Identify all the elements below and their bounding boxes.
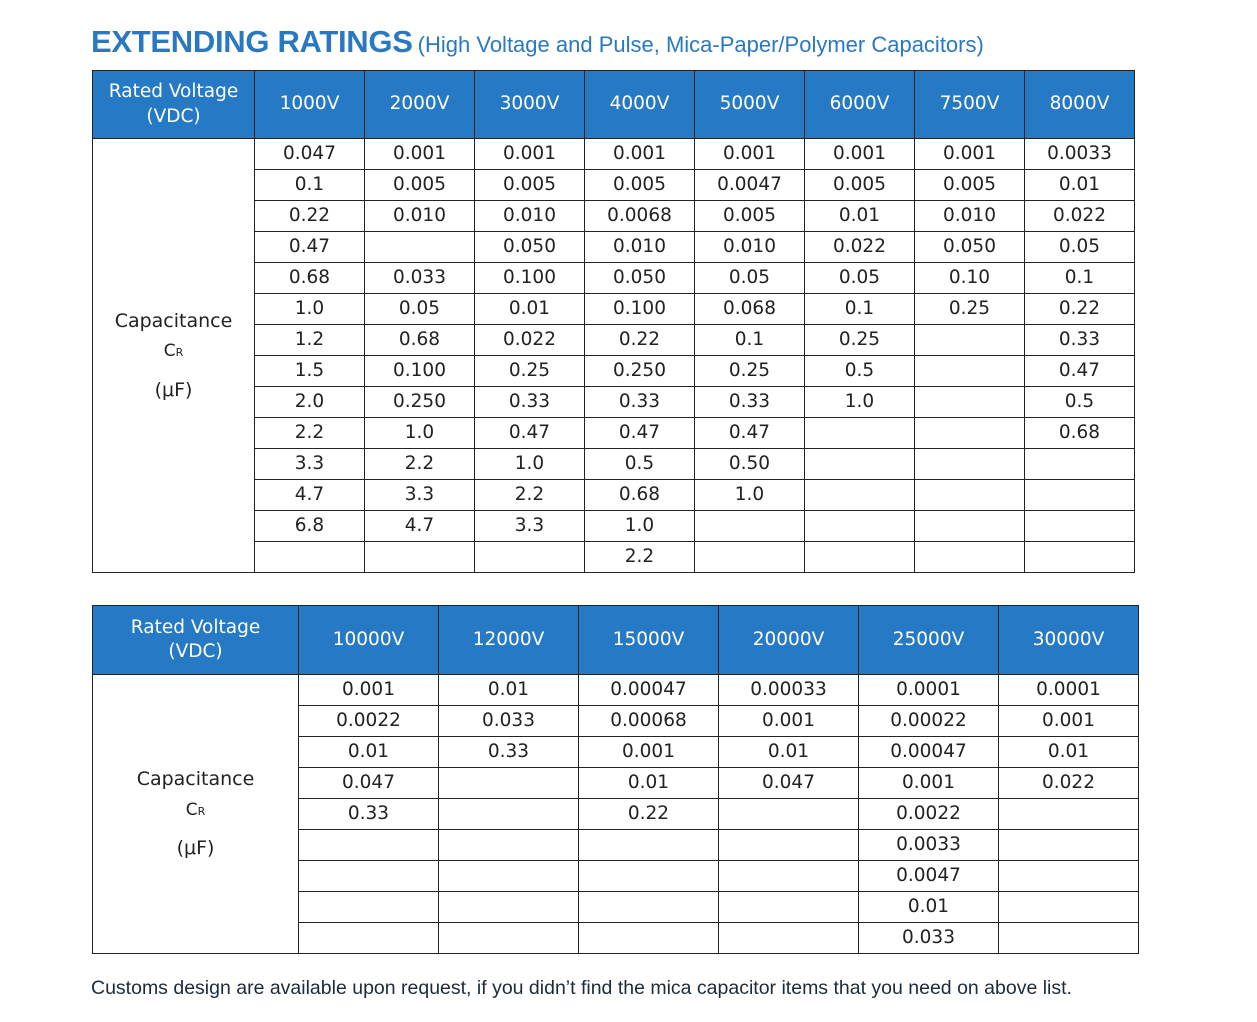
table-cell: 0.010 <box>915 201 1025 232</box>
table-cell: 0.0047 <box>695 170 805 201</box>
table-cell: 0.005 <box>805 170 915 201</box>
table-cell: 0.068 <box>695 294 805 325</box>
table-cell: 1.2 <box>255 325 365 356</box>
voltage-header: 15000V <box>579 606 719 675</box>
table-cell: 0.001 <box>585 139 695 170</box>
table-header-row <box>93 606 1139 675</box>
capacitance-unit: (μF) <box>154 378 193 401</box>
table-cell <box>439 892 579 923</box>
voltage-header: 1000V <box>255 71 365 139</box>
table-cell <box>1025 480 1135 511</box>
table-cell: 0.001 <box>999 706 1139 737</box>
table-cell: 0.47 <box>475 418 585 449</box>
table-cell: 0.50 <box>695 449 805 480</box>
table-cell: 0.0001 <box>999 675 1139 706</box>
table-cell: 0.33 <box>1025 325 1135 356</box>
table-cell: 0.47 <box>585 418 695 449</box>
table-cell: 0.005 <box>695 201 805 232</box>
table-cell: 0.01 <box>439 675 579 706</box>
table-cell: 1.0 <box>805 387 915 418</box>
table-cell: 0.010 <box>695 232 805 263</box>
table-cell: 0.10 <box>915 263 1025 294</box>
table-cell <box>915 418 1025 449</box>
table-cell <box>719 830 859 861</box>
voltage-header: 7500V <box>915 71 1025 139</box>
table-cell <box>439 830 579 861</box>
table-cell: 0.68 <box>1025 418 1135 449</box>
table-cell: 0.5 <box>805 356 915 387</box>
table-cell <box>999 923 1139 954</box>
table-cell: 0.0022 <box>859 799 999 830</box>
table-cell: 0.0047 <box>859 861 999 892</box>
title-subtitle: (High Voltage and Pulse, Mica-Paper/Polymer Capacitors) <box>417 32 984 57</box>
table-cell: 0.25 <box>475 356 585 387</box>
table-cell <box>299 892 439 923</box>
table-cell <box>579 892 719 923</box>
table-cell <box>439 923 579 954</box>
table-cell: 0.01 <box>1025 170 1135 201</box>
table-cell: 1.0 <box>365 418 475 449</box>
table-cell: 0.050 <box>585 263 695 294</box>
ratings-table-high <box>92 605 1139 954</box>
rated-voltage-header: Rated Voltage (VDC) <box>93 71 255 139</box>
table-cell: 0.0001 <box>859 675 999 706</box>
table-cell: 0.001 <box>299 675 439 706</box>
table-cell: 0.00068 <box>579 706 719 737</box>
table-cell: 0.001 <box>859 768 999 799</box>
capacitance-symbol: CR <box>185 799 206 820</box>
table-cell: 0.1 <box>1025 263 1135 294</box>
table-cell <box>915 542 1025 573</box>
table-cell: 0.47 <box>255 232 365 263</box>
table-cell: 0.100 <box>585 294 695 325</box>
footer-note: Customs design are available upon request, if you didn’t find the mica capacitor items that you need on above list. <box>91 977 1072 999</box>
table-cell: 0.05 <box>1025 232 1135 263</box>
table-cell: 0.010 <box>365 201 475 232</box>
table-cell <box>439 861 579 892</box>
table-cell: 0.001 <box>579 737 719 768</box>
voltage-header: 12000V <box>439 606 579 675</box>
table-cell: 0.0033 <box>859 830 999 861</box>
table-cell: 2.2 <box>255 418 365 449</box>
capacitance-label-text: Capacitance <box>136 768 255 791</box>
capacitance-unit: (μF) <box>176 837 215 860</box>
table-cell <box>1025 542 1135 573</box>
table-cell: 0.01 <box>475 294 585 325</box>
table-cell <box>439 768 579 799</box>
table-cell: 0.250 <box>365 387 475 418</box>
table-cell: 0.001 <box>695 139 805 170</box>
page-title <box>91 24 984 60</box>
table-cell <box>579 923 719 954</box>
table-cell: 0.47 <box>695 418 805 449</box>
table-cell: 0.05 <box>805 263 915 294</box>
table-cell: 0.00022 <box>859 706 999 737</box>
table-cell <box>719 861 859 892</box>
table-cell <box>915 387 1025 418</box>
table-cell <box>805 542 915 573</box>
table-cell: 0.250 <box>585 356 695 387</box>
capacitance-label-text: Capacitance <box>114 309 233 332</box>
table-cell <box>255 542 365 573</box>
table-cell: 0.5 <box>585 449 695 480</box>
voltage-header: 8000V <box>1025 71 1135 139</box>
table-cell: 0.33 <box>439 737 579 768</box>
table-cell: 0.33 <box>475 387 585 418</box>
table-cell <box>805 511 915 542</box>
table-cell: 1.5 <box>255 356 365 387</box>
voltage-header: 30000V <box>999 606 1139 675</box>
table-cell: 2.2 <box>365 449 475 480</box>
table-row <box>93 139 1135 170</box>
table-cell: 2.2 <box>585 542 695 573</box>
table-cell: 0.25 <box>695 356 805 387</box>
table-cell: 1.0 <box>585 511 695 542</box>
table-cell: 0.022 <box>1025 201 1135 232</box>
table-cell: 0.050 <box>915 232 1025 263</box>
table-cell: 1.0 <box>695 480 805 511</box>
table-cell <box>999 799 1139 830</box>
table-cell: 0.01 <box>579 768 719 799</box>
table-cell: 0.22 <box>1025 294 1135 325</box>
table-cell <box>365 542 475 573</box>
table-cell: 0.1 <box>805 294 915 325</box>
table-cell <box>299 830 439 861</box>
table-cell <box>915 480 1025 511</box>
table-cell: 0.33 <box>585 387 695 418</box>
table-header-row <box>93 71 1135 139</box>
voltage-header: 6000V <box>805 71 915 139</box>
table-cell: 0.001 <box>805 139 915 170</box>
table-cell: 0.01 <box>719 737 859 768</box>
table-cell: 0.00033 <box>719 675 859 706</box>
table-cell: 0.00047 <box>859 737 999 768</box>
capacitance-symbol: CR <box>163 341 184 362</box>
table-cell: 3.3 <box>365 480 475 511</box>
table-cell: 0.047 <box>299 768 439 799</box>
table-cell: 0.0068 <box>585 201 695 232</box>
table-cell: 0.001 <box>915 139 1025 170</box>
table-cell: 1.0 <box>475 449 585 480</box>
table-row <box>93 675 1139 706</box>
table-cell: 0.22 <box>579 799 719 830</box>
table-cell: 0.05 <box>695 263 805 294</box>
table-cell: 0.00047 <box>579 675 719 706</box>
table-cell: 0.25 <box>915 294 1025 325</box>
table-cell: 4.7 <box>255 480 365 511</box>
table-cell: 0.100 <box>475 263 585 294</box>
table-cell: 0.22 <box>255 201 365 232</box>
table-cell: 6.8 <box>255 511 365 542</box>
table-cell: 3.3 <box>475 511 585 542</box>
table-cell <box>719 892 859 923</box>
voltage-header: 4000V <box>585 71 695 139</box>
table-cell: 0.0022 <box>299 706 439 737</box>
table-cell <box>1025 511 1135 542</box>
table-cell <box>805 418 915 449</box>
table-cell <box>719 923 859 954</box>
voltage-header: 5000V <box>695 71 805 139</box>
table-cell: 0.47 <box>1025 356 1135 387</box>
table-cell: 0.047 <box>719 768 859 799</box>
table-cell: 0.001 <box>365 139 475 170</box>
table-cell: 0.022 <box>475 325 585 356</box>
table-cell <box>299 923 439 954</box>
table-cell <box>915 449 1025 480</box>
table-cell: 0.010 <box>475 201 585 232</box>
table-cell: 0.005 <box>915 170 1025 201</box>
table-cell: 0.05 <box>365 294 475 325</box>
table-cell: 0.033 <box>439 706 579 737</box>
table-cell: 0.033 <box>365 263 475 294</box>
table-cell: 0.68 <box>365 325 475 356</box>
table-cell: 0.5 <box>1025 387 1135 418</box>
table-cell: 0.68 <box>255 263 365 294</box>
table-cell <box>999 830 1139 861</box>
table-cell: 0.005 <box>475 170 585 201</box>
table-cell: 0.001 <box>475 139 585 170</box>
table-cell: 0.022 <box>999 768 1139 799</box>
ratings-table-low <box>92 70 1135 573</box>
table-cell: 0.01 <box>805 201 915 232</box>
voltage-header: 2000V <box>365 71 475 139</box>
table-cell <box>719 799 859 830</box>
table-cell: 1.0 <box>255 294 365 325</box>
table-cell <box>915 325 1025 356</box>
table-cell: 0.22 <box>585 325 695 356</box>
table-cell: 0.005 <box>365 170 475 201</box>
table-cell <box>695 511 805 542</box>
table-cell: 0.01 <box>999 737 1139 768</box>
table-cell <box>475 542 585 573</box>
table-cell <box>999 861 1139 892</box>
table-cell: 4.7 <box>365 511 475 542</box>
table-cell <box>805 480 915 511</box>
table-cell: 0.0033 <box>1025 139 1135 170</box>
table-cell: 0.010 <box>585 232 695 263</box>
table-cell: 0.1 <box>695 325 805 356</box>
table-cell: 0.33 <box>299 799 439 830</box>
table-cell <box>299 861 439 892</box>
table-cell: 3.3 <box>255 449 365 480</box>
table-cell <box>695 542 805 573</box>
table-cell <box>365 232 475 263</box>
voltage-header: 3000V <box>475 71 585 139</box>
table-cell: 0.25 <box>805 325 915 356</box>
table-cell: 0.68 <box>585 480 695 511</box>
title-main: EXTENDING RATINGS <box>91 24 413 59</box>
table-cell: 0.050 <box>475 232 585 263</box>
table-cell <box>439 799 579 830</box>
table-cell <box>915 356 1025 387</box>
table-cell: 0.022 <box>805 232 915 263</box>
voltage-header: 20000V <box>719 606 859 675</box>
table-cell: 0.1 <box>255 170 365 201</box>
table-cell: 0.047 <box>255 139 365 170</box>
table-cell: 0.001 <box>719 706 859 737</box>
table-cell: 2.0 <box>255 387 365 418</box>
rated-voltage-header: Rated Voltage (VDC) <box>93 606 299 675</box>
table-cell: 0.033 <box>859 923 999 954</box>
table-cell <box>999 892 1139 923</box>
capacitance-label <box>93 675 299 954</box>
table-cell: 0.100 <box>365 356 475 387</box>
table-cell <box>805 449 915 480</box>
table-cell <box>579 830 719 861</box>
voltage-header: 25000V <box>859 606 999 675</box>
capacitance-label <box>93 139 255 573</box>
table-cell <box>1025 449 1135 480</box>
table-cell: 0.01 <box>299 737 439 768</box>
table-cell <box>579 861 719 892</box>
table-cell: 2.2 <box>475 480 585 511</box>
table-cell <box>915 511 1025 542</box>
table-cell: 0.33 <box>695 387 805 418</box>
table-cell: 0.005 <box>585 170 695 201</box>
voltage-header: 10000V <box>299 606 439 675</box>
table-cell: 0.01 <box>859 892 999 923</box>
